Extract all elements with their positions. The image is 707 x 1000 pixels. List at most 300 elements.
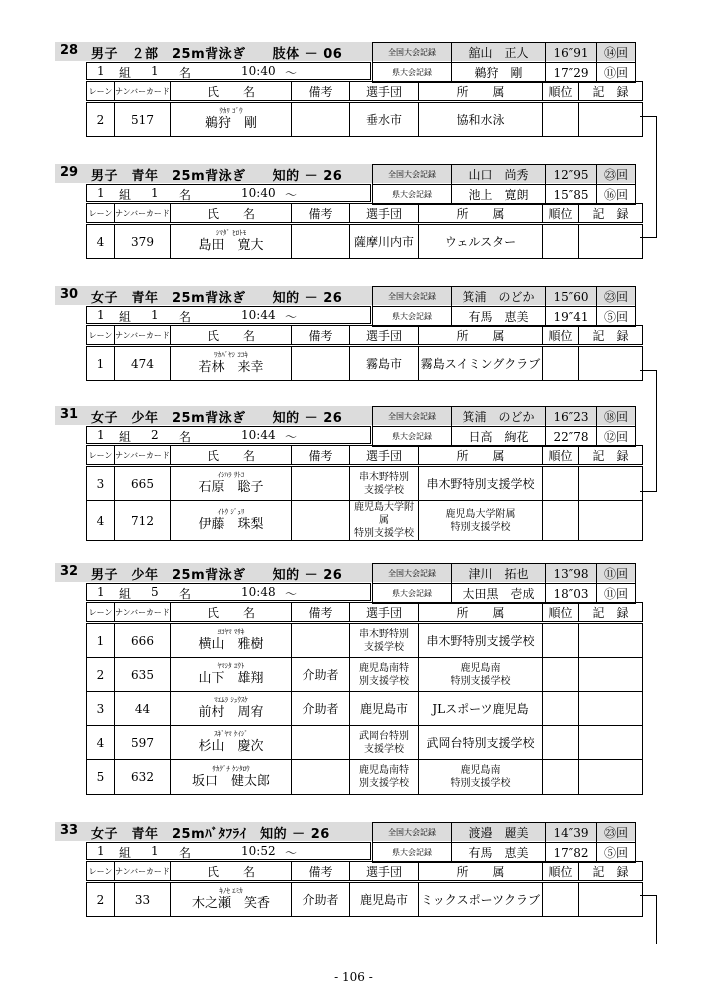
entry-row	[87, 760, 643, 795]
record-cell	[579, 102, 643, 137]
number-card-cell: 632	[115, 760, 171, 795]
col-team: 選手団	[350, 204, 419, 224]
prefecture-record-row	[373, 584, 636, 604]
record-cell	[579, 623, 643, 658]
affiliation-name: 協和水泳	[456, 113, 505, 127]
record-cell	[579, 692, 643, 726]
heat-group-label: 組	[119, 310, 132, 324]
athlete-name: 山下 雄翔	[198, 671, 264, 686]
number-card-cell: 666	[115, 623, 171, 658]
entries-header-row	[87, 204, 643, 224]
team-cell	[350, 623, 419, 658]
affiliation-cell	[419, 692, 543, 726]
national-record-label: 全国大会記録	[373, 287, 452, 307]
col-lane: レーン	[87, 82, 115, 102]
entry-row	[87, 692, 643, 726]
national-record-row	[373, 43, 636, 63]
national-record-holder: 渡邉 麗美	[452, 823, 546, 843]
athlete-kana: ｻｶｸﾞﾁ ｹﾝﾀﾛｳ	[212, 764, 250, 773]
col-remarks: 備考	[292, 82, 350, 102]
col-rank: 順位	[543, 82, 579, 102]
col-number-card: ナンバーカード	[115, 326, 171, 346]
prefecture-record-holder: 太田黒 壱成	[452, 584, 546, 604]
national-record-time: 14″39	[546, 823, 597, 843]
national-record-edition: ㉓回	[597, 287, 636, 307]
team-cell	[350, 658, 419, 692]
national-record-row	[373, 564, 636, 584]
athlete-kana: ﾖｺﾔﾏ ﾏｻｷ	[217, 628, 245, 636]
col-record: 記 録	[579, 82, 643, 102]
national-record-holder: 舘山 正人	[452, 43, 546, 63]
heat-info	[86, 583, 371, 601]
prefecture-record-holder: 有馬 恵美	[452, 843, 546, 863]
rank-cell	[543, 102, 579, 137]
heat-start-time: 10:48	[241, 585, 276, 599]
athlete-name: 鵜狩 剛	[204, 116, 257, 131]
team-cell	[350, 726, 419, 760]
heat-group-number: 1	[97, 64, 105, 78]
col-affiliation: 所 属	[419, 204, 543, 224]
event-number: 29	[60, 165, 79, 180]
col-name: 氏 名	[171, 862, 292, 882]
prefecture-record-row	[373, 307, 636, 327]
record-cell	[579, 466, 643, 501]
national-record-edition: ㉓回	[597, 823, 636, 843]
col-team: 選手団	[350, 326, 419, 346]
athlete-name-cell	[171, 882, 292, 917]
athlete-name: 前村 周宥	[198, 705, 264, 720]
team-cell	[350, 501, 419, 541]
record-cell	[579, 882, 643, 917]
lane-cell: 1	[87, 623, 115, 658]
affiliation-name: 鹿児島南 特別支援学校	[450, 765, 511, 789]
prefecture-record-edition: ⑪回	[597, 63, 636, 83]
heat-entry-count: 2	[151, 428, 159, 442]
event-number: 32	[60, 564, 79, 579]
prefecture-record-label: 県大会記録	[373, 185, 452, 205]
number-card-cell: 474	[115, 346, 171, 381]
national-record-row	[373, 407, 636, 427]
prefecture-record-edition: ⑯回	[597, 185, 636, 205]
lane-cell: 4	[87, 501, 115, 541]
affiliation-cell	[419, 658, 543, 692]
col-lane: レーン	[87, 326, 115, 346]
athlete-name-cell	[171, 102, 292, 137]
national-record-time: 13″98	[546, 564, 597, 584]
national-record-edition: ㉓回	[597, 165, 636, 185]
col-record: 記 録	[579, 204, 643, 224]
athlete-name: 杉山 慶次	[198, 739, 264, 754]
heat-start-time: 10:40	[241, 64, 276, 78]
heat-info	[86, 184, 371, 202]
heat-group-label: 組	[119, 188, 132, 202]
col-remarks: 備考	[292, 446, 350, 466]
heat-entry-label: 名	[179, 846, 192, 860]
heat-entry-label: 名	[179, 430, 192, 444]
heat-time-tilde: 〜	[285, 587, 298, 601]
lane-cell: 5	[87, 760, 115, 795]
prefecture-record-time: 15″85	[546, 185, 597, 205]
entries-header-row	[87, 862, 643, 882]
heat-info	[86, 62, 371, 80]
team-name: 鹿児島南特 別支援学校	[359, 765, 409, 789]
lane-cell: 3	[87, 692, 115, 726]
records-table	[372, 406, 636, 447]
heat-entry-count: 1	[151, 64, 159, 78]
heat-time-tilde: 〜	[285, 846, 298, 860]
entry-row	[87, 501, 643, 541]
number-card-cell: 712	[115, 501, 171, 541]
athlete-kana: ｳｶﾘ ｺﾞｳ	[219, 107, 243, 115]
prefecture-record-edition: ⑫回	[597, 427, 636, 447]
entries-header-row	[87, 82, 643, 102]
affiliation-name: 霧島スイミングクラブ	[420, 357, 541, 371]
athlete-name-cell	[171, 623, 292, 658]
event-title: 女子 少年 25m背泳ぎ 知的 － 26	[91, 411, 343, 426]
heat-group-label: 組	[119, 66, 132, 80]
prefecture-record-holder: 池上 寛朗	[452, 185, 546, 205]
col-number-card: ナンバーカード	[115, 446, 171, 466]
national-record-time: 16″91	[546, 43, 597, 63]
col-rank: 順位	[543, 862, 579, 882]
prefecture-record-row	[373, 63, 636, 83]
col-rank: 順位	[543, 326, 579, 346]
prefecture-record-edition: ⑪回	[597, 584, 636, 604]
athlete-name: 坂口 健太郎	[191, 773, 270, 789]
rank-cell	[543, 501, 579, 541]
entry-row	[87, 466, 643, 501]
prefecture-record-label: 県大会記録	[373, 63, 452, 83]
prefecture-record-label: 県大会記録	[373, 427, 452, 447]
number-card-cell: 33	[115, 882, 171, 917]
record-cell	[579, 346, 643, 381]
heat-start-time: 10:44	[241, 308, 276, 322]
athlete-kana: ｲｼﾊﾗ ｻﾄｺ	[217, 471, 245, 479]
heat-entry-label: 名	[179, 66, 192, 80]
affiliation-name: 串木野特別支援学校	[426, 477, 535, 491]
affiliation-cell	[419, 466, 543, 501]
col-lane: レーン	[87, 204, 115, 224]
event-title: 男子 ２部 25m背泳ぎ 肢体 － 06	[91, 47, 343, 62]
col-affiliation: 所 属	[419, 82, 543, 102]
team-name: 串木野特別 支援学校	[359, 471, 409, 496]
athlete-name: 若林 来幸	[198, 360, 264, 375]
col-name: 氏 名	[171, 204, 292, 224]
entry-row	[87, 346, 643, 381]
col-remarks: 備考	[292, 204, 350, 224]
rank-cell	[543, 692, 579, 726]
remarks-cell	[292, 726, 350, 760]
prefecture-record-row	[373, 185, 636, 205]
team-name: 鹿児島市	[359, 702, 408, 716]
number-card-cell: 44	[115, 692, 171, 726]
prefecture-record-time: 22″78	[546, 427, 597, 447]
prefecture-record-edition: ⑤回	[597, 307, 636, 327]
number-card-cell: 379	[115, 224, 171, 259]
affiliation-cell	[419, 726, 543, 760]
col-remarks: 備考	[292, 603, 350, 623]
team-cell	[350, 346, 419, 381]
prefecture-record-holder: 鵜狩 剛	[452, 63, 546, 83]
heat-time-tilde: 〜	[285, 188, 298, 202]
athlete-kana: ｼﾏﾀﾞ ﾋﾛﾄﾓ	[215, 229, 247, 237]
heat-group-label: 組	[119, 587, 132, 601]
entries-table	[86, 445, 643, 541]
prefecture-record-time: 17″29	[546, 63, 597, 83]
records-table	[372, 286, 636, 327]
heat-group-number: 1	[97, 308, 105, 322]
team-cell	[350, 760, 419, 795]
athlete-name-cell	[171, 726, 292, 760]
national-record-time: 16″23	[546, 407, 597, 427]
heat-group-number: 1	[97, 428, 105, 442]
national-record-edition: ⑱回	[597, 407, 636, 427]
lane-cell: 2	[87, 658, 115, 692]
entries-header-row	[87, 603, 643, 623]
rank-cell	[543, 726, 579, 760]
rank-cell	[543, 623, 579, 658]
prefecture-record-label: 県大会記録	[373, 307, 452, 327]
number-card-cell: 597	[115, 726, 171, 760]
records-table	[372, 164, 636, 205]
rank-cell	[543, 882, 579, 917]
col-record: 記 録	[579, 326, 643, 346]
records-table	[372, 822, 636, 863]
national-record-row	[373, 165, 636, 185]
col-affiliation: 所 属	[419, 603, 543, 623]
remarks-cell: 介助者	[292, 882, 350, 917]
affiliation-cell	[419, 623, 543, 658]
heat-group-number: 1	[97, 186, 105, 200]
col-lane: レーン	[87, 862, 115, 882]
affiliation-cell	[419, 224, 543, 259]
remarks-cell	[292, 224, 350, 259]
athlete-name: 島田 寛大	[198, 238, 264, 253]
heat-info	[86, 842, 371, 860]
entries-table	[86, 325, 643, 381]
rank-cell	[543, 466, 579, 501]
affiliation-name: ミックスポーツクラブ	[420, 893, 541, 907]
records-table	[372, 42, 636, 83]
remarks-cell: 介助者	[292, 692, 350, 726]
national-record-edition: ⑭回	[597, 43, 636, 63]
entry-row	[87, 726, 643, 760]
heat-info	[86, 306, 371, 324]
lane-cell: 1	[87, 346, 115, 381]
record-cell	[579, 224, 643, 259]
national-record-holder: 津川 拓也	[452, 564, 546, 584]
athlete-kana: ﾜｶﾊﾞﾔｼ ｺｺｷ	[214, 351, 248, 359]
lane-cell: 2	[87, 882, 115, 917]
col-record: 記 録	[579, 603, 643, 623]
col-lane: レーン	[87, 446, 115, 466]
remarks-cell	[292, 466, 350, 501]
affiliation-name: 串木野特別支援学校	[426, 634, 535, 648]
event-title: 女子 青年 25mﾊﾞﾀﾌﾗｲ 知的 － 26	[91, 827, 330, 842]
prefecture-record-edition: ⑤回	[597, 843, 636, 863]
heat-entry-label: 名	[179, 587, 192, 601]
bracket-connector	[640, 370, 657, 492]
col-team: 選手団	[350, 862, 419, 882]
col-number-card: ナンバーカード	[115, 82, 171, 102]
athlete-kana: ﾏｴﾑﾗ ｼｭｳｽｹ	[214, 696, 248, 704]
prefecture-record-row	[373, 843, 636, 863]
athlete-kana: ｲﾄｳ ｼﾞｭﾘ	[217, 508, 245, 516]
athlete-name-cell	[171, 346, 292, 381]
entries-header-row	[87, 446, 643, 466]
heat-time-tilde: 〜	[285, 310, 298, 324]
col-number-card: ナンバーカード	[115, 603, 171, 623]
heat-group-label: 組	[119, 430, 132, 444]
heat-entry-label: 名	[179, 310, 192, 324]
affiliation-name: 鹿児島南 特別支援学校	[450, 662, 511, 687]
athlete-name-cell	[171, 760, 292, 795]
team-name: 串木野特別 支援学校	[359, 628, 409, 653]
entries-table	[86, 602, 643, 795]
col-number-card: ナンバーカード	[115, 204, 171, 224]
prefecture-record-holder: 日高 絢花	[452, 427, 546, 447]
event-number: 33	[60, 823, 79, 838]
col-record: 記 録	[579, 862, 643, 882]
rank-cell	[543, 658, 579, 692]
national-record-label: 全国大会記録	[373, 165, 452, 185]
heat-time-tilde: 〜	[285, 66, 298, 80]
bracket-connector	[640, 116, 657, 238]
entry-row	[87, 882, 643, 917]
athlete-kana: ｷﾉｾ ｴﾐｶ	[219, 887, 243, 895]
team-name: 薩摩川内市	[353, 235, 414, 249]
national-record-label: 全国大会記録	[373, 407, 452, 427]
heat-group-label: 組	[119, 846, 132, 860]
record-cell	[579, 726, 643, 760]
heat-entry-count: 5	[151, 585, 159, 599]
prefecture-record-time: 17″82	[546, 843, 597, 863]
affiliation-name: 武岡台特別支援学校	[426, 736, 535, 750]
heat-info	[86, 426, 371, 444]
prefecture-record-holder: 有馬 恵美	[452, 307, 546, 327]
heat-time-tilde: 〜	[285, 430, 298, 444]
col-name: 氏 名	[171, 326, 292, 346]
event-title: 女子 青年 25m背泳ぎ 知的 － 26	[91, 291, 343, 306]
col-rank: 順位	[543, 446, 579, 466]
national-record-label: 全国大会記録	[373, 823, 452, 843]
heat-entry-label: 名	[179, 188, 192, 202]
affiliation-name: JLスポーツ鹿児島	[432, 702, 529, 716]
col-remarks: 備考	[292, 326, 350, 346]
team-name: 鹿児島南特 別支援学校	[359, 662, 409, 687]
col-affiliation: 所 属	[419, 862, 543, 882]
national-record-edition: ⑪回	[597, 564, 636, 584]
col-name: 氏 名	[171, 82, 292, 102]
col-team: 選手団	[350, 446, 419, 466]
rank-cell	[543, 760, 579, 795]
record-cell	[579, 501, 643, 541]
team-name: 霧島市	[365, 357, 402, 371]
entries-table	[86, 81, 643, 137]
entries-table	[86, 861, 643, 917]
col-rank: 順位	[543, 204, 579, 224]
lane-cell: 4	[87, 224, 115, 259]
col-number-card: ナンバーカード	[115, 862, 171, 882]
prefecture-record-time: 19″41	[546, 307, 597, 327]
team-name: 鹿児島市	[359, 893, 408, 907]
affiliation-cell	[419, 346, 543, 381]
remarks-cell	[292, 760, 350, 795]
event-number: 30	[60, 287, 79, 302]
heat-group-number: 1	[97, 844, 105, 858]
remarks-cell: 介助者	[292, 658, 350, 692]
athlete-name-cell	[171, 466, 292, 501]
entries-header-row	[87, 326, 643, 346]
prefecture-record-row	[373, 427, 636, 447]
athlete-kana: ﾔﾏｼﾀ ﾕｳﾄ	[217, 662, 245, 670]
team-name: 鹿児島大学附属 特別支援学校	[354, 502, 414, 539]
heat-entry-count: 1	[151, 186, 159, 200]
col-lane: レーン	[87, 603, 115, 623]
affiliation-cell	[419, 501, 543, 541]
bracket-connector	[640, 895, 657, 944]
event-title: 男子 青年 25m背泳ぎ 知的 － 26	[91, 169, 343, 184]
athlete-name-cell	[171, 658, 292, 692]
heat-group-number: 1	[97, 585, 105, 599]
prefecture-record-time: 18″03	[546, 584, 597, 604]
prefecture-record-label: 県大会記録	[373, 584, 452, 604]
records-table	[372, 563, 636, 604]
athlete-name: 木之瀬 笑香	[191, 896, 270, 911]
entry-row	[87, 102, 643, 137]
affiliation-cell	[419, 760, 543, 795]
heat-start-time: 10:52	[241, 844, 276, 858]
col-name: 氏 名	[171, 446, 292, 466]
athlete-name-cell	[171, 224, 292, 259]
rank-cell	[543, 346, 579, 381]
rank-cell	[543, 224, 579, 259]
affiliation-name: ウェルスター	[444, 235, 517, 249]
heat-start-time: 10:44	[241, 428, 276, 442]
remarks-cell	[292, 346, 350, 381]
record-cell	[579, 658, 643, 692]
heat-start-time: 10:40	[241, 186, 276, 200]
entry-row	[87, 658, 643, 692]
col-team: 選手団	[350, 82, 419, 102]
team-cell	[350, 692, 419, 726]
col-affiliation: 所 属	[419, 326, 543, 346]
event-number: 31	[60, 407, 79, 422]
col-team: 選手団	[350, 603, 419, 623]
heat-entry-count: 1	[151, 308, 159, 322]
national-record-holder: 山口 尚秀	[452, 165, 546, 185]
lane-cell: 4	[87, 726, 115, 760]
number-card-cell: 665	[115, 466, 171, 501]
team-cell	[350, 102, 419, 137]
remarks-cell	[292, 501, 350, 541]
heat-entry-count: 1	[151, 844, 159, 858]
team-name: 垂水市	[365, 113, 402, 127]
athlete-name: 石原 聡子	[198, 480, 264, 495]
lane-cell: 2	[87, 102, 115, 137]
affiliation-cell	[419, 102, 543, 137]
col-name: 氏 名	[171, 603, 292, 623]
number-card-cell: 635	[115, 658, 171, 692]
remarks-cell	[292, 102, 350, 137]
col-rank: 順位	[543, 603, 579, 623]
athlete-name: 伊藤 珠梨	[198, 517, 264, 532]
col-record: 記 録	[579, 446, 643, 466]
record-cell	[579, 760, 643, 795]
col-remarks: 備考	[292, 862, 350, 882]
athlete-name: 横山 雅樹	[198, 637, 264, 652]
team-cell	[350, 882, 419, 917]
